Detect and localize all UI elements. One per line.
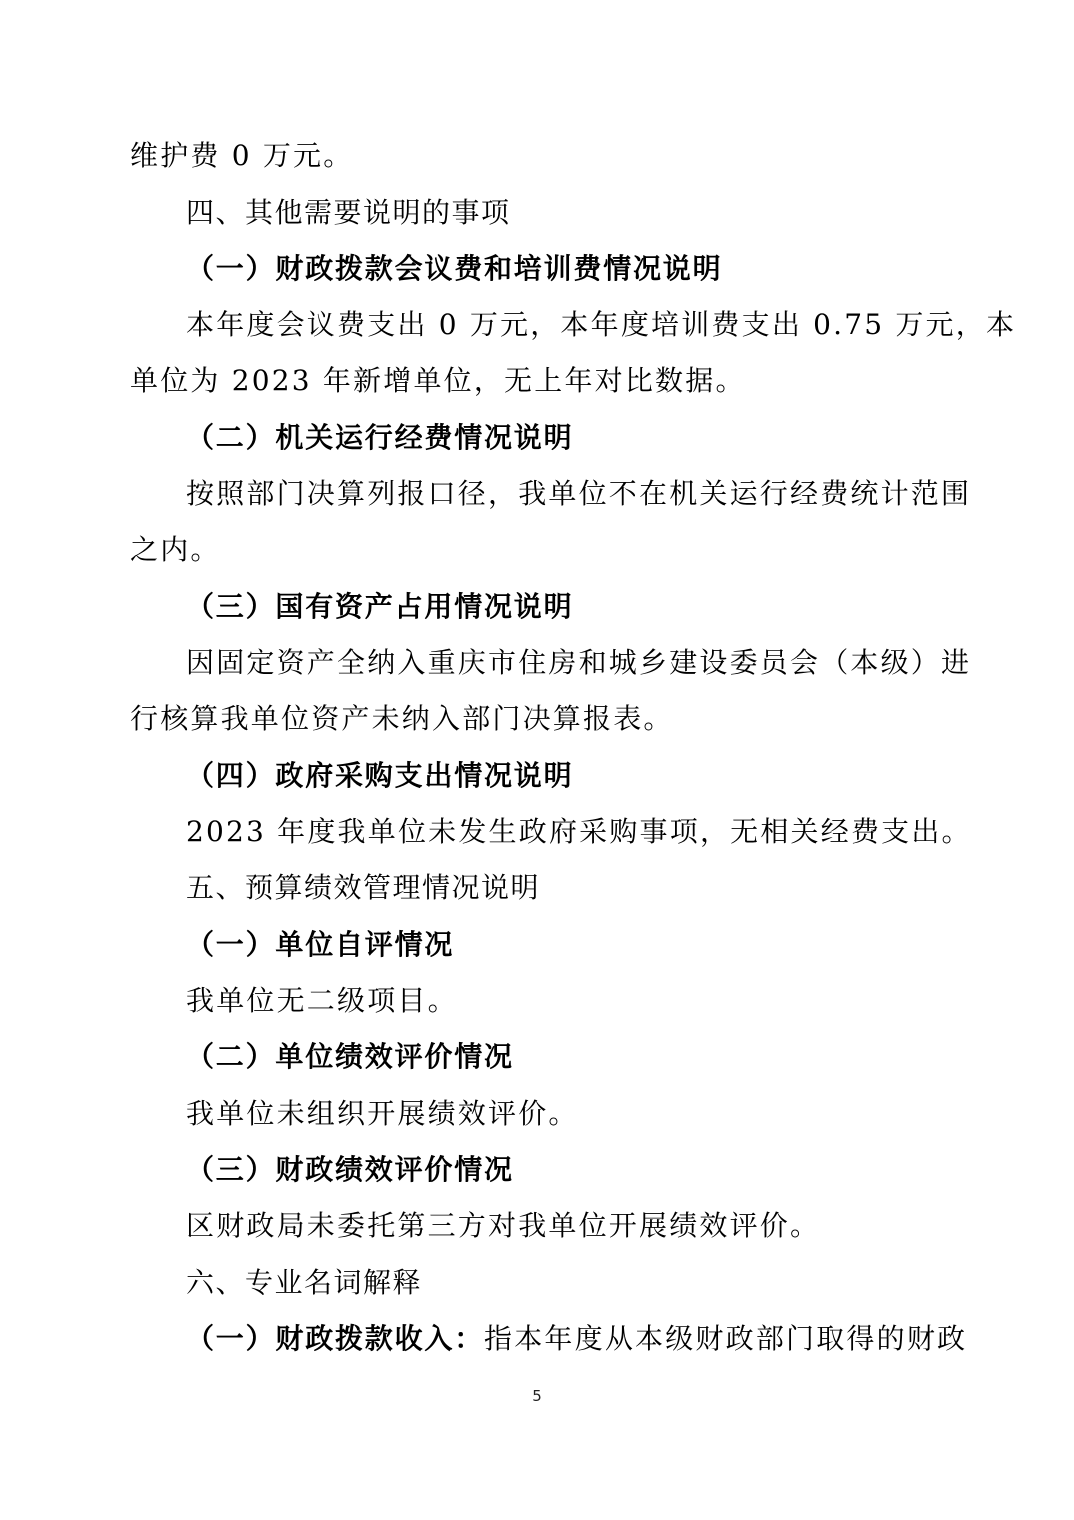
paragraph-line: 2023 年度我单位未发生政府采购事项，无相关经费支出。 bbox=[186, 815, 972, 848]
subsection-heading: （四）政府采购支出情况说明 bbox=[186, 759, 574, 792]
paragraph-line: 单位为 2023 年新增单位，无上年对比数据。 bbox=[130, 364, 746, 397]
subsection-heading: （一）单位自评情况 bbox=[186, 928, 455, 961]
subsection-heading: （三）财政绩效评价情况 bbox=[186, 1153, 514, 1186]
paragraph-line: 区财政局未委托第三方对我单位开展绩效评价。 bbox=[186, 1209, 821, 1242]
subsection-heading: （二）单位绩效评价情况 bbox=[186, 1040, 514, 1073]
section-heading: 五、预算绩效管理情况说明 bbox=[186, 871, 541, 904]
paragraph-line: 之内。 bbox=[130, 533, 221, 566]
section-heading: 四、其他需要说明的事项 bbox=[186, 196, 511, 229]
page-number: 5 bbox=[532, 1387, 542, 1405]
definition-line bbox=[186, 1319, 967, 1359]
paragraph-line: 维护费 0 万元。 bbox=[130, 139, 354, 172]
paragraph-line: 行核算我单位资产未纳入部门决算报表。 bbox=[130, 702, 674, 735]
definition-text: 指本年度从本级财政部门取得的财政 bbox=[484, 1322, 968, 1355]
paragraph-line: 我单位未组织开展绩效评价。 bbox=[186, 1097, 579, 1130]
paragraph-line: 因固定资产全纳入重庆市住房和城乡建设委员会（本级）进 bbox=[186, 646, 972, 679]
paragraph-line: 我单位无二级项目。 bbox=[186, 984, 458, 1017]
subsection-heading: （二）机关运行经费情况说明 bbox=[186, 421, 574, 454]
section-heading: 六、专业名词解释 bbox=[186, 1266, 423, 1299]
definition-term: （一）财政拨款收入： bbox=[186, 1322, 485, 1355]
subsection-heading: （一）财政拨款会议费和培训费情况说明 bbox=[186, 252, 723, 285]
subsection-heading: （三）国有资产占用情况说明 bbox=[186, 590, 574, 623]
paragraph-line: 按照部门决算列报口径，我单位不在机关运行经费统计范围 bbox=[186, 477, 972, 510]
paragraph-line: 本年度会议费支出 0 万元，本年度培训费支出 0.75 万元，本 bbox=[186, 308, 1017, 341]
